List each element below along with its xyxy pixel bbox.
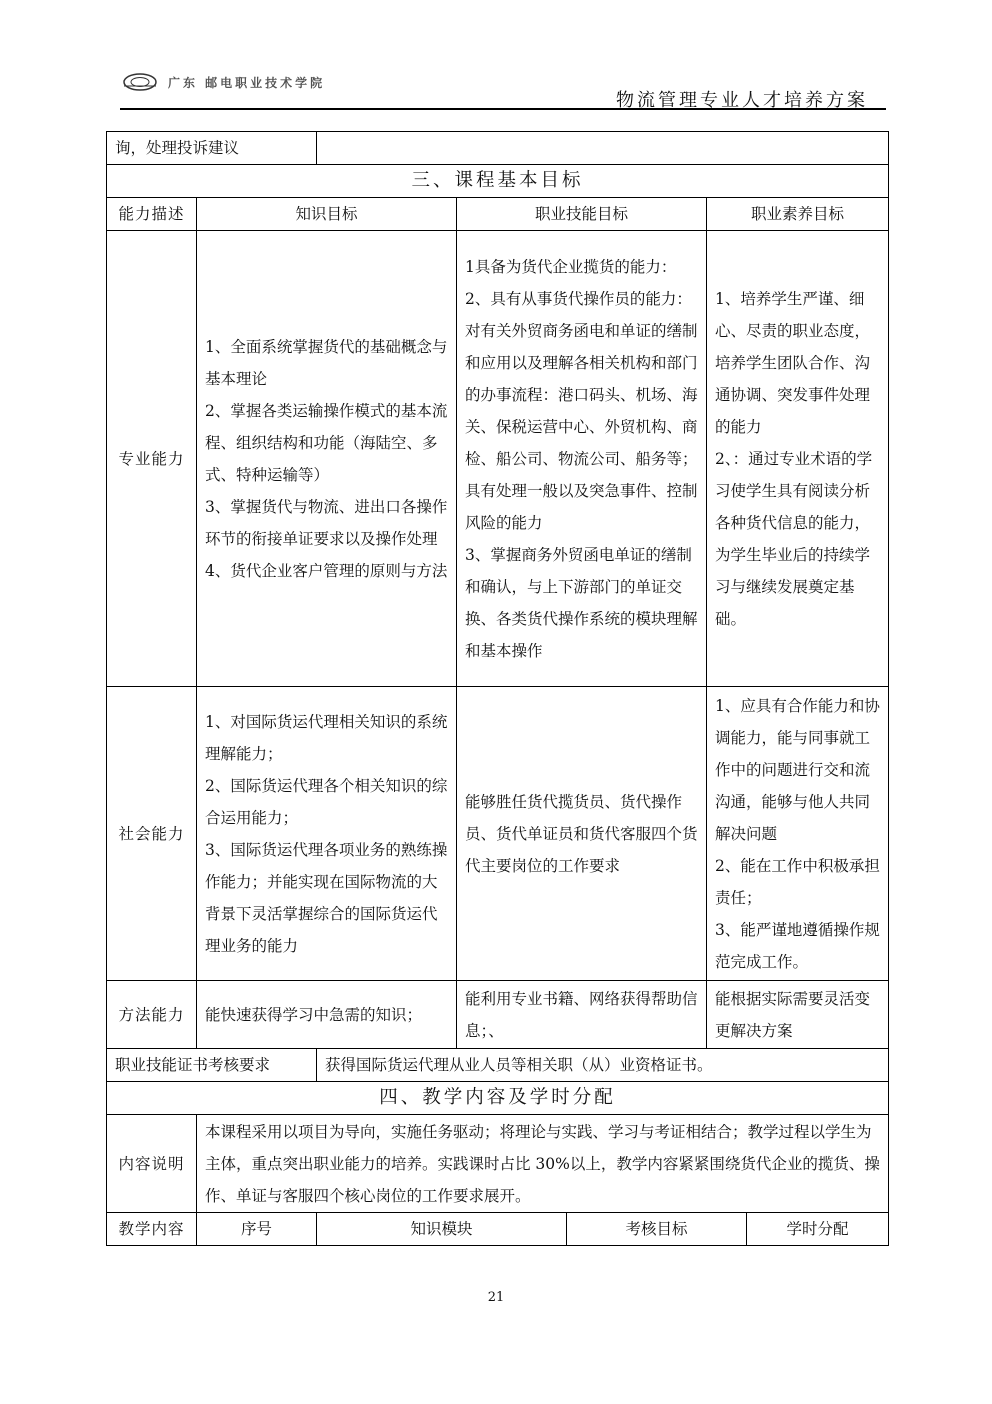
teaching-content-header-row xyxy=(107,1213,889,1246)
header-skills: 职业技能目标 xyxy=(457,198,707,231)
knowledge-item: 2、掌握各类运输操作模式的基本流程、组织结构和功能（海陆空、多式、特种运输等） xyxy=(205,401,448,484)
quality-item: 3、能严谨地遵循操作规范完成工作。 xyxy=(715,920,880,971)
page-number: 21 xyxy=(487,1290,505,1305)
professional-knowledge xyxy=(197,231,457,687)
header-quality: 职业素养目标 xyxy=(707,198,889,231)
college-logo-icon xyxy=(122,72,158,92)
document-title: 物流管理专业人才培养方案 xyxy=(616,90,868,111)
skill-item: 1具备为货代企业揽货的能力： xyxy=(465,257,677,276)
skill-item: 3、掌握商务外贸函电单证的缮制和确认，与上下游部门的单证交换、各类货代操作系统的模块理解和基本操作 xyxy=(465,545,698,660)
row-label-professional: 专业能力 xyxy=(107,231,197,687)
knowledge-item: 2、国际货运代理各个相关知识的综合运用能力； xyxy=(205,776,448,827)
certificate-label: 职业技能证书考核要求 xyxy=(107,1049,317,1082)
skill-item: 能利用专业书籍、网络获得帮助信息；、 xyxy=(465,989,698,1040)
certificate-value: 获得国际货运代理从业人员等相关职（从）业资格证书。 xyxy=(317,1049,889,1082)
header-assessment-goal: 考核目标 xyxy=(567,1213,747,1246)
professional-quality xyxy=(707,231,889,687)
social-knowledge xyxy=(197,687,457,981)
header-knowledge: 知识目标 xyxy=(197,198,457,231)
knowledge-item: 4、货代企业客户管理的原则与方法 xyxy=(205,561,448,580)
method-quality xyxy=(707,981,889,1049)
top-continuation-row xyxy=(107,132,889,165)
row-label-social: 社会能力 xyxy=(107,687,197,981)
header-hours: 学时分配 xyxy=(747,1213,889,1246)
knowledge-item: 3、掌握货代与物流、进出口各操作环节的衔接单证要求以及操作处理 xyxy=(205,497,448,548)
quality-item: 1、培养学生严谨、细心、尽责的职业态度，培养学生团队合作、沟通协调、突发事件处理的能力 xyxy=(715,289,871,436)
content-description-row xyxy=(107,1115,889,1213)
section-4-title: 四、教学内容及学时分配 xyxy=(107,1082,889,1115)
section-3-title: 三、课程基本目标 xyxy=(107,165,889,198)
header-teaching-content: 教学内容 xyxy=(107,1213,197,1246)
header-ability: 能力描述 xyxy=(107,198,197,231)
row-method xyxy=(107,981,889,1049)
content-description-label: 内容说明 xyxy=(107,1115,197,1213)
header-rule xyxy=(120,108,886,110)
certificate-row xyxy=(107,1049,889,1082)
method-knowledge xyxy=(197,981,457,1049)
logo-text: 广东 邮电职业技术学院 xyxy=(168,76,326,90)
quality-item: 能根据实际需要灵活变更解决方案 xyxy=(715,989,871,1040)
quality-item: 2、能在工作中积极承担责任； xyxy=(715,856,880,907)
row-social xyxy=(107,687,889,981)
social-skills xyxy=(457,687,707,981)
content-description-text: 本课程采用以项目为导向，实施任务驱动；将理论与实践、学习与考证相结合；教学过程以学生为主体，重点突出职业能力的培养。实践课时占比 30%以上，教学内容紧紧围绕货代企业的揽货、操作、单证与客服四个核心岗位的工作要求展开。 xyxy=(197,1115,889,1213)
row-label-method: 方法能力 xyxy=(107,981,197,1049)
header-serial-number: 序号 xyxy=(197,1213,317,1246)
professional-skills xyxy=(457,231,707,687)
header-knowledge-module: 知识模块 xyxy=(317,1213,567,1246)
skill-item: 能够胜任货代揽货员、货代操作员、货代单证员和货代客服四个货代主要岗位的工作要求 xyxy=(465,792,698,875)
knowledge-item: 3、国际货运代理各项业务的熟练操作能力；并能实现在国际物流的大背景下灵活掌握综合的国际货运代理业务的能力 xyxy=(205,840,448,955)
curriculum-table xyxy=(106,131,889,1246)
top-row-left: 询，处理投诉建议 xyxy=(107,132,317,165)
method-skills xyxy=(457,981,707,1049)
knowledge-item: 1、对国际货运代理相关知识的系统理解能力； xyxy=(205,712,448,763)
skill-item: 2、具有从事货代操作员的能力：对有关外贸商务函电和单证的缮制和应用以及理解各相关机构和部门的办事流程：港口码头、机场、海关、保税运营中心、外贸机构、商检、船公司、物流公司、船务等；具有处理一般以及突急事件、控制风险的能力 xyxy=(465,289,698,532)
section-3-header-row xyxy=(107,198,889,231)
quality-item: 1、应具有合作能力和协调能力，能与同事就工作中的问题进行交和流沟通，能够与他人共同解决问题 xyxy=(715,696,880,843)
knowledge-item: 能快速获得学习中急需的知识； xyxy=(205,1005,423,1024)
page-header xyxy=(120,62,886,110)
social-quality xyxy=(707,687,889,981)
quality-item: 2、：通过专业术语的学习使学生具有阅读分析各种货代信息的能力，为学生毕业后的持续学习与继续发展奠定基础。 xyxy=(715,449,873,628)
knowledge-item: 1、全面系统掌握货代的基础概念与基本理论 xyxy=(205,337,448,388)
row-professional xyxy=(107,231,889,687)
top-row-right xyxy=(317,132,889,165)
